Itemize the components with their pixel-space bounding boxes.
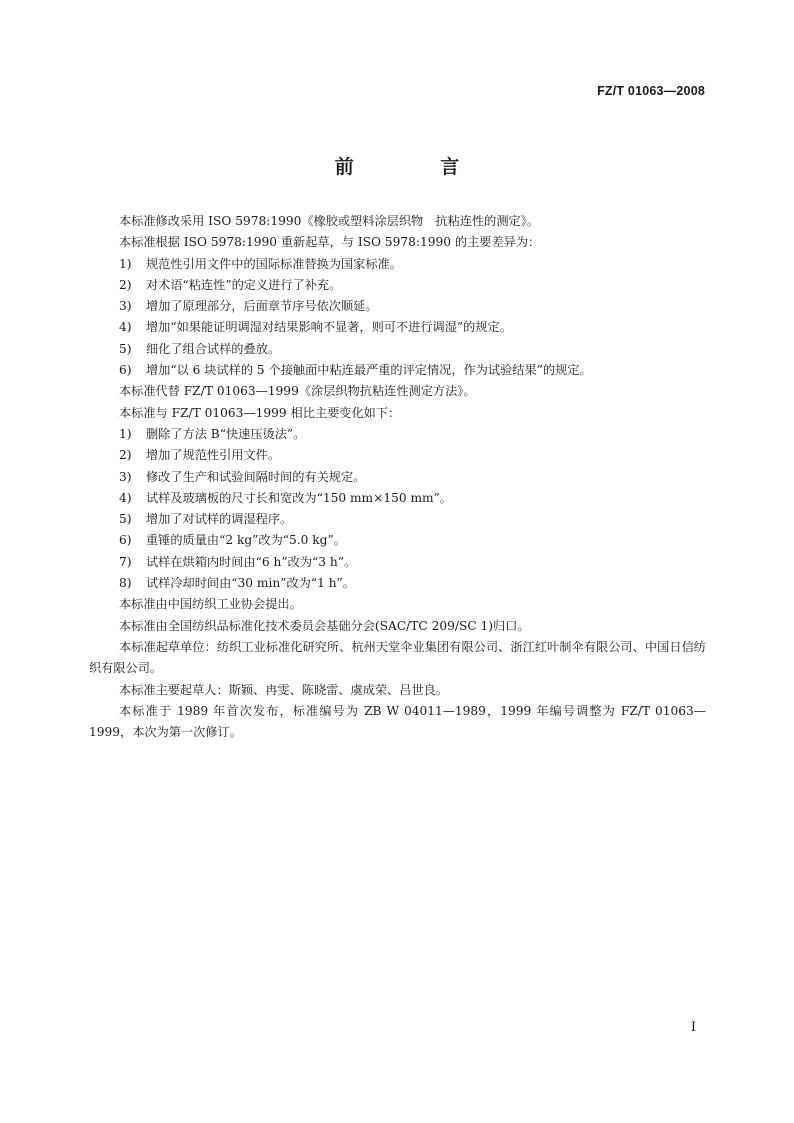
list-item-number: 2) [119,448,132,463]
list-item-number: 2) [119,277,132,292]
list-item-number: 4) [119,320,132,335]
list-item-text: 删除了方法 B“快速压烫法”。 [146,426,306,441]
paragraph-replaces: 本标准代替 FZ/T 01063—1999《涂层织物抗粘连性测定方法》。 [119,384,476,399]
list-item [89,573,706,594]
paragraph-drafting-units: 本标准起草单位：纺织工业标准化研究所、杭州天堂伞业集团有限公司、浙江红叶制伞有限公司、中国日信纺织有限公司。 [89,639,706,676]
list-item-text: 对术语“粘连性”的定义进行了补充。 [146,277,342,292]
list-item-text: 细化了组合试样的叠放。 [146,341,281,356]
foreword-body [89,211,706,743]
list-item [89,360,706,381]
list-item-number: 7) [119,554,132,569]
list-item [89,254,706,275]
list-item-number: 1) [119,256,132,271]
list-item-text: 增加了对试样的调湿程序。 [146,512,293,527]
paragraph-committee: 本标准由全国纺织品标准化技术委员会基础分会(SAC/TC 209/SC 1)归口。 [119,618,530,633]
list-item-text: 试样及玻璃板的尺寸长和宽改为“150 mm×150 mm”。 [146,490,452,505]
paragraph-history: 本标准于 1989 年首次发布，标准编号为 ZB W 04011—1989，1999 年编号调整为 FZ/T 01063—1999，本次为第一次修订。 [89,703,706,740]
list-item [89,552,706,573]
list-item-text: 增加“以 6 块试样的 5 个接触面中粘连最严重的评定情况，作为试验结果”的规定。 [146,363,592,378]
list-item [89,296,706,317]
list-item-number: 5) [119,512,132,527]
list-item-number: 6) [119,533,132,548]
list-item [89,445,706,466]
list-item-text: 修改了生产和试验间隔时间的有关规定。 [146,469,366,484]
list-item-number: 4) [119,490,132,505]
paragraph-adoption: 本标准修改采用 ISO 5978:1990《橡胶或塑料涂层织物 抗粘连性的测定》。 [119,214,540,228]
list-item [89,317,706,338]
list-item-text: 增加“如果能证明调湿对结果影响不显著，则可不进行调湿”的规定。 [146,320,512,335]
list-item [89,488,706,509]
list-item [89,275,706,296]
paragraph-drafters: 本标准主要起草人：斯颖、冉雯、陈晓雷、虞成荣、吕世良。 [119,682,449,697]
list-item-number: 5) [119,341,132,356]
list-item-text: 规范性引用文件中的国际标准替换为国家标准。 [146,256,402,271]
list-item-text: 增加了规范性引用文件。 [146,448,281,463]
list-item-number: 3) [119,299,132,314]
list-item-number: 6) [119,363,132,378]
paragraph-changes-intro: 本标准与 FZ/T 01063—1999 相比主要变化如下： [119,405,401,420]
paragraph-differences-intro: 本标准根据 ISO 5978:1990 重新起草，与 ISO 5978:1990 的主要差异为： [119,235,541,250]
list-item-number: 3) [119,469,132,484]
page-number: I [690,1020,696,1035]
paragraph-proposer: 本标准由中国纺织工业协会提出。 [119,597,302,612]
list-item-text: 试样在烘箱内时间由“6 h”改为“3 h”。 [146,554,357,569]
list-item-text: 增加了原理部分，后面章节序号依次顺延。 [146,299,378,314]
list-item [89,467,706,488]
list-item [89,509,706,530]
list-item-number: 8) [119,576,132,591]
list-item-number: 1) [119,426,132,441]
list-item [89,530,706,551]
list-item-text: 重锤的质量由“2 kg”改为“5.0 kg”。 [146,533,346,548]
list-item [89,424,706,445]
page-title: 前 言 [334,156,500,178]
list-item-text: 试样冷却时间由“30 min”改为“1 h”。 [146,576,355,591]
list-item [89,339,706,360]
standard-code: FZ/T 01063—2008 [597,84,705,98]
